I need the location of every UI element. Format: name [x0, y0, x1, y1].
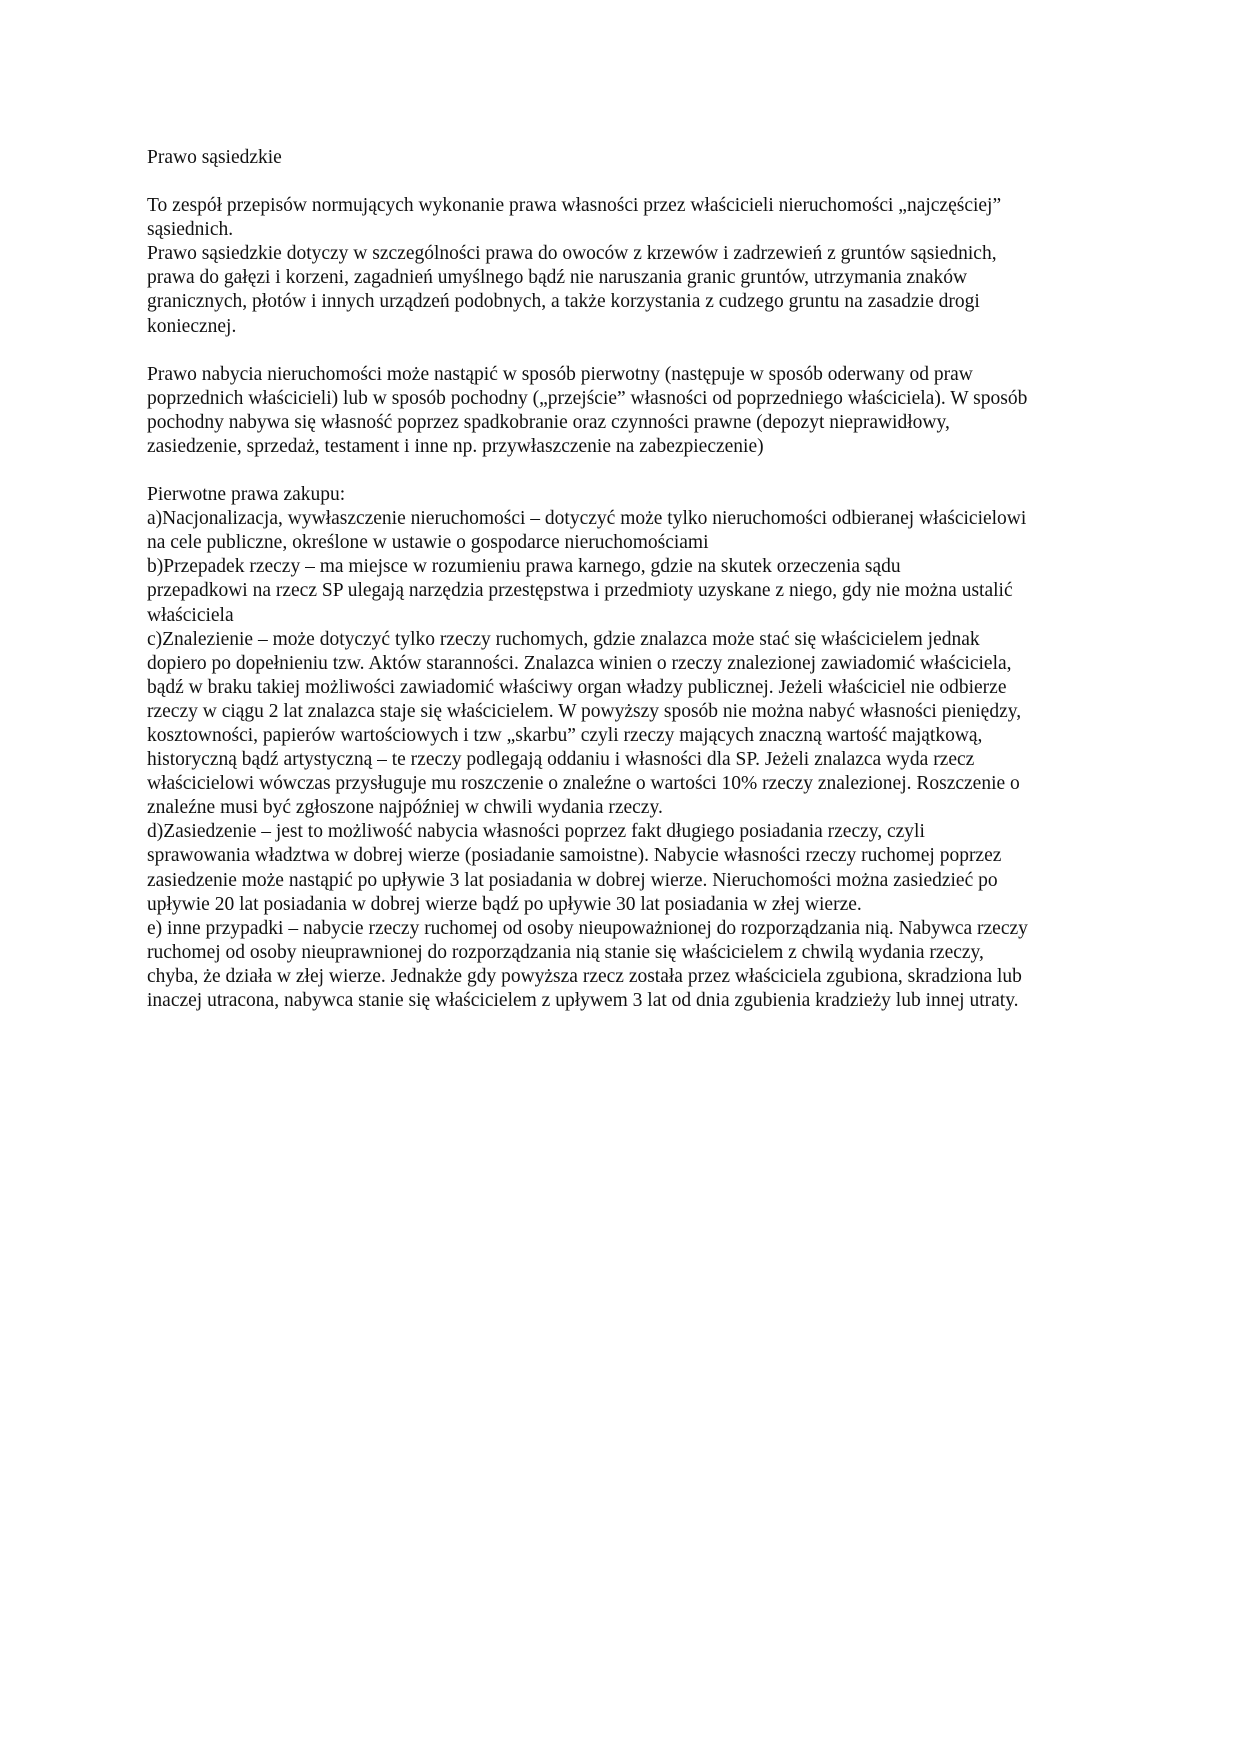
text-line: kosztowności, papierów wartościowych i tzw „skarbu” czyli rzeczy mających znaczną wartość majątkową,	[147, 724, 983, 746]
paragraph-original-acquisition	[147, 483, 1092, 1013]
title-text: Prawo sąsiedzkie	[147, 147, 282, 168]
text-line: b)Przepadek rzeczy – ma miejsce w rozumieniu prawa karnego, gdzie na skutek orzeczenia sądu	[147, 556, 901, 578]
text-line: znaleźne musi być zgłoszone najpóźniej w chwili wydania rzeczy.	[147, 797, 663, 819]
text-line: zasiedzenie, sprzedaż, testament i inne np. przywłaszczenie na zabezpieczenie)	[147, 435, 764, 457]
text-line: na cele publiczne, określone w ustawie o gospodarce nieruchomościami	[147, 532, 709, 554]
text-line: inaczej utracona, nabywca stanie się właścicielem z upływem 3 lat od dnia zgubienia kradzieży lub innej utraty.	[147, 990, 1019, 1011]
text-line: sprawowania władztwa w dobrej wierze (posiadanie samoistne). Nabycie własności rzeczy ruchomej poprzez	[147, 845, 1002, 867]
text-line: poprzednich właścicieli) lub w sposób pochodny („przejście” własności od poprzedniego właściciela). W sposób	[147, 387, 1028, 409]
text-line: upływie 20 lat posiadania w dobrej wierze bądź po upływie 30 lat posiadania w złej wierze.	[147, 893, 862, 915]
text-line: rzeczy w ciągu 2 lat znalazca staje się właścicielem. W powyższy sposób nie można nabyć własności pieniędzy,	[147, 700, 1022, 722]
text-line: e) inne przypadki – nabycie rzeczy ruchomej od osoby nieupoważnionej do rozporządzania nią. Nabywca rzeczy	[147, 917, 1028, 939]
section-heading: Pierwotne prawa zakupu:	[147, 484, 346, 506]
text-line: historyczną bądź artystyczną – te rzeczy podlegają oddaniu i własności dla SP. Jeżeli znalazca wyda rzecz	[147, 749, 975, 771]
text-line: ruchomej od osoby nieuprawnionej do rozporządzania nią stanie się właścicielem z chwilą wydania rzeczy,	[147, 941, 984, 963]
text-line: chyba, że działa w złej wierze. Jednakże gdy powyższa rzecz została przez właściciela zgubiona, skradziona lub	[147, 965, 1022, 987]
text-line: koniecznej.	[147, 315, 237, 337]
text-line: Prawo sąsiedzkie dotyczy w szczególności prawa do owoców z krzewów i zadrzewień z gruntów sąsiednich,	[147, 243, 997, 265]
text-line: prawa do gałęzi i korzeni, zagadnień umyślnego bądź nie naruszania granic gruntów, utrzymania znaków	[147, 267, 968, 289]
paragraph-acquisition	[147, 363, 1092, 459]
text-line: sąsiednich.	[147, 219, 234, 241]
text-line: właściciela	[147, 604, 234, 626]
text-line: c)Znalezienie – może dotyczyć tylko rzeczy ruchomych, gdzie znalazca może stać się właścicielem jednak	[147, 628, 980, 650]
text-line: granicznych, płotów i innych urządzeń podobnych, a także korzystania z cudzego gruntu na zasadzie drogi	[147, 291, 980, 313]
document-title	[147, 146, 1092, 170]
text-line: d)Zasiedzenie – jest to możliwość nabycia własności poprzez fakt długiego posiadania rzeczy, czyli	[147, 821, 925, 843]
document-body	[147, 146, 1092, 1013]
paragraph-intro	[147, 194, 1092, 339]
text-line: Prawo nabycia nieruchomości może nastąpić w sposób pierwotny (następuje w sposób oderwany od praw	[147, 363, 973, 385]
text-line: zasiedzenie może nastąpić po upływie 3 lat posiadania w dobrej wierze. Nieruchomości można zasiedzieć po	[147, 869, 998, 891]
text-line: właścicielowi wówczas przysługuje mu roszczenie o znaleźne o wartości 10% rzeczy znalezionej. Roszczenie o	[147, 773, 1020, 795]
text-line: To zespół przepisów normujących wykonanie prawa własności przez właścicieli nieruchomości „najczęściej”	[147, 195, 1002, 217]
text-line: dopiero po dopełnieniu tzw. Aktów staranności. Znalazca winien o rzeczy znalezionej zawiadomić właściciela,	[147, 652, 1012, 674]
text-line: bądź w braku takiej możliwości zawiadomić właściwy organ władzy publicznej. Jeżeli właściciel nie odbierze	[147, 676, 1007, 698]
text-line: pochodny nabywa się własność poprzez spadkobranie oraz czynności prawne (depozyt nieprawidłowy,	[147, 411, 950, 433]
text-line: a)Nacjonalizacja, wywłaszczenie nieruchomości – dotyczyć może tylko nieruchomości odbieranej właścicielowi	[147, 508, 1027, 530]
text-line: przepadkowi na rzecz SP ulegają narzędzia przestępstwa i przedmioty uzyskane z niego, gdy nie można ustalić	[147, 580, 1013, 602]
